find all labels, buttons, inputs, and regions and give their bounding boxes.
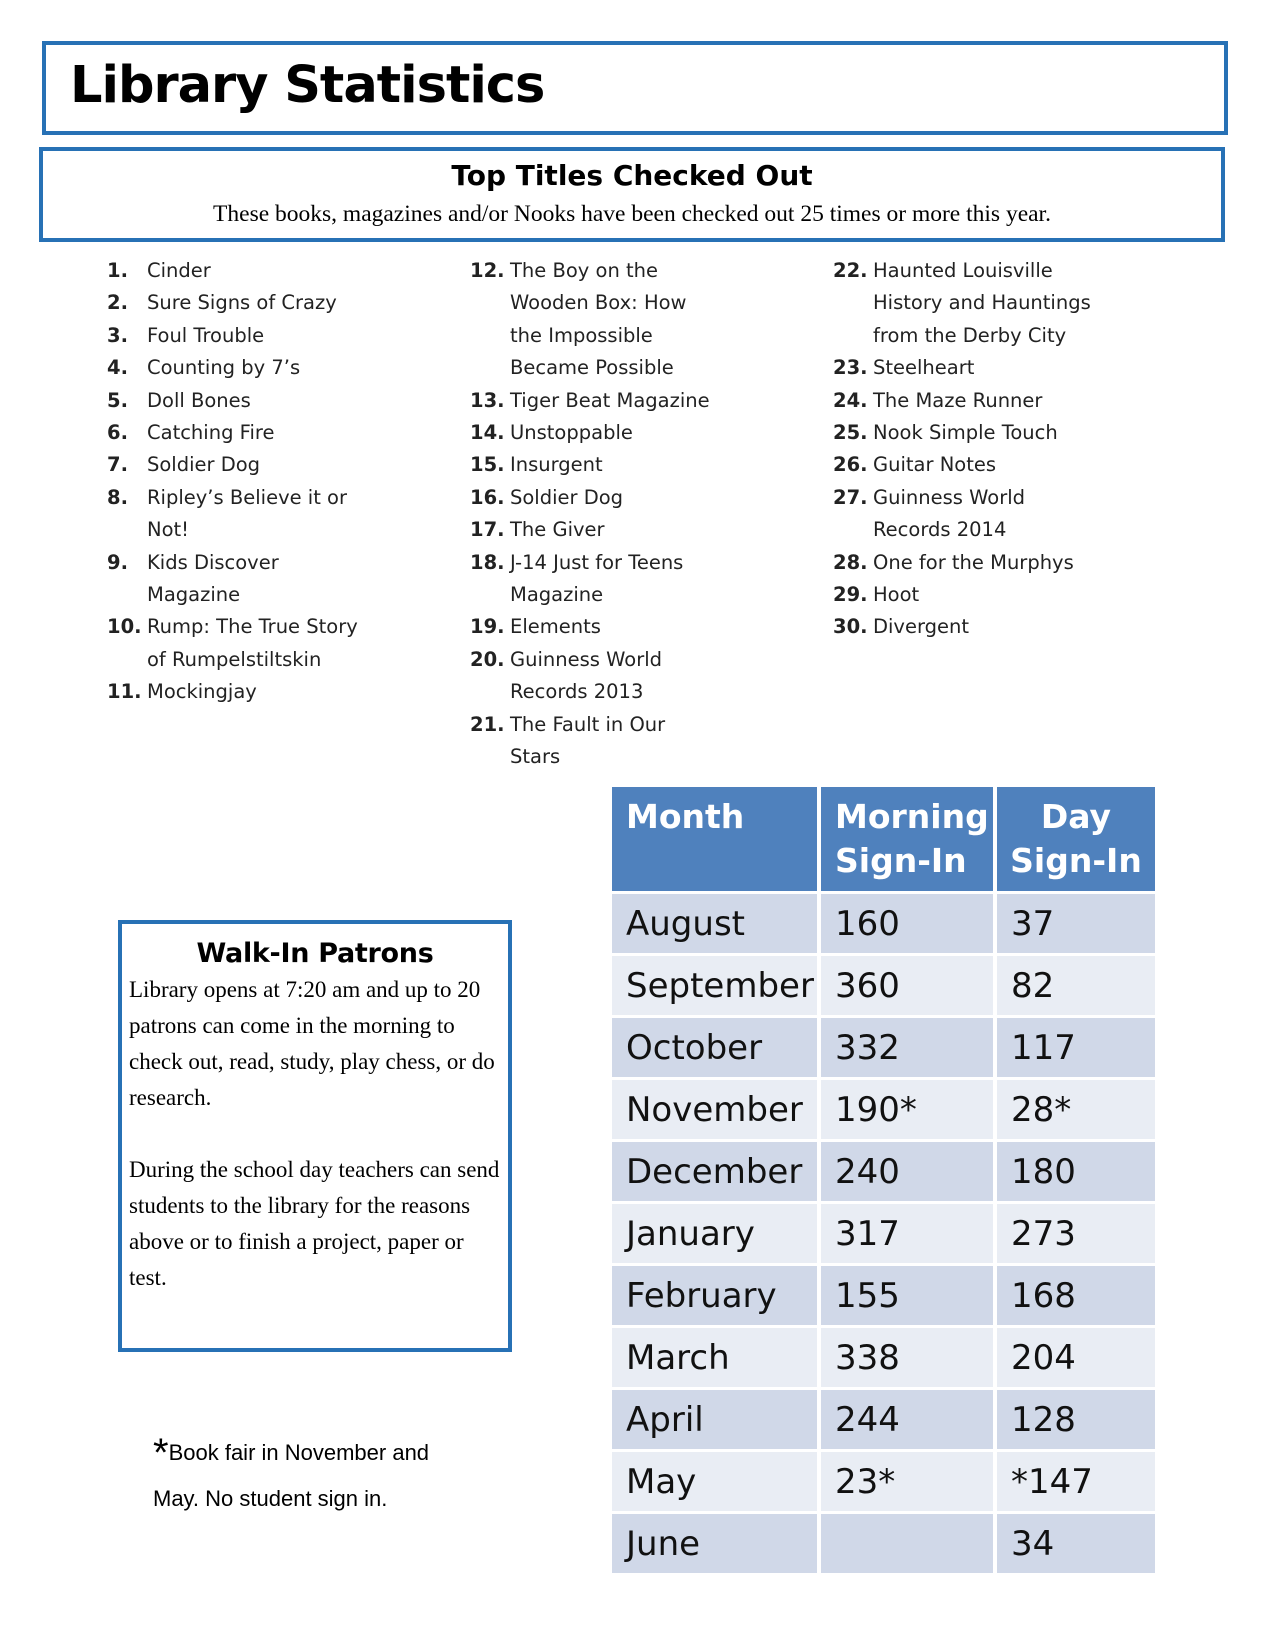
cell-day: *147 xyxy=(993,1449,1155,1511)
book-title: Guinness World Records 2014 xyxy=(873,485,1026,542)
book-list-item xyxy=(107,352,367,384)
table-row xyxy=(612,891,1155,953)
table-row xyxy=(612,1449,1155,1511)
cell-day: 34 xyxy=(993,1511,1155,1573)
table-row xyxy=(612,953,1155,1015)
cell-month: January xyxy=(612,1201,817,1263)
book-list xyxy=(833,255,1098,644)
book-rank: 27. xyxy=(833,485,868,509)
cell-month: June xyxy=(612,1511,817,1573)
book-list xyxy=(107,255,367,709)
book-list-item xyxy=(470,255,710,385)
book-rank: 15. xyxy=(470,453,505,477)
book-list-column-1 xyxy=(107,255,367,709)
table-row xyxy=(612,1325,1155,1387)
book-rank: 6. xyxy=(107,421,128,445)
book-rank: 29. xyxy=(833,583,868,607)
book-list-item xyxy=(470,547,710,612)
book-list-item xyxy=(107,255,367,287)
book-title: Insurgent xyxy=(510,453,603,477)
book-title: Rump: The True Story of Rumpelstiltskin xyxy=(147,615,358,671)
book-title: Ripley’s Believe it or Not! xyxy=(147,485,348,542)
book-list-item xyxy=(107,449,367,481)
book-rank: 25. xyxy=(833,421,868,445)
walk-in-patrons-box xyxy=(118,920,512,1352)
book-rank: 19. xyxy=(470,615,505,639)
top-titles-box xyxy=(39,147,1225,242)
book-list-column-3 xyxy=(833,255,1098,644)
top-titles-heading: Top Titles Checked Out xyxy=(451,159,813,192)
book-list-item xyxy=(107,482,367,547)
book-list-item xyxy=(833,482,1098,547)
book-title: Foul Trouble xyxy=(147,323,265,347)
book-rank: 5. xyxy=(107,388,128,412)
footnote-text-line-2: May. No student sign in. xyxy=(153,1486,388,1511)
book-title: One for the Murphys xyxy=(873,550,1074,574)
book-list-item xyxy=(107,611,367,676)
book-rank: 11. xyxy=(107,680,142,704)
book-list-item xyxy=(833,255,1098,352)
book-list-item xyxy=(833,547,1098,579)
book-title: Divergent xyxy=(873,615,970,639)
footnote-text-line-1: Book fair in November and xyxy=(168,1440,430,1465)
book-rank: 26. xyxy=(833,453,868,477)
book-title: The Fault in Our Stars xyxy=(510,712,666,769)
book-title: Soldier Dog xyxy=(510,485,624,509)
cell-morning xyxy=(817,1511,993,1573)
book-list-item xyxy=(833,449,1098,481)
book-title: Unstoppable xyxy=(510,421,633,445)
book-rank: 1. xyxy=(107,259,128,282)
book-title: Guitar Notes xyxy=(873,453,997,477)
cell-month: May xyxy=(612,1449,817,1511)
top-titles-subtitle: These books, magazines and/or Nooks have been checked out 25 times or more this year. xyxy=(213,201,1051,227)
book-list-item xyxy=(470,709,710,774)
cell-day: 28* xyxy=(993,1077,1155,1139)
book-list-item xyxy=(470,385,710,417)
table-row xyxy=(612,1387,1155,1449)
book-title: Soldier Dog xyxy=(147,453,261,477)
book-list-item xyxy=(833,611,1098,643)
book-list xyxy=(470,255,710,774)
book-rank: 30. xyxy=(833,615,868,639)
book-title: Cinder xyxy=(147,259,211,282)
cell-morning: 360 xyxy=(817,953,993,1015)
cell-morning: 160 xyxy=(817,891,993,953)
book-rank: 16. xyxy=(470,485,505,509)
book-list-column-2 xyxy=(470,255,710,774)
cell-morning: 155 xyxy=(817,1263,993,1325)
book-rank: 3. xyxy=(107,323,128,347)
signin-table xyxy=(612,787,1155,1573)
book-rank: 8. xyxy=(107,485,128,509)
table-row xyxy=(612,1263,1155,1325)
table-row xyxy=(612,1511,1155,1573)
book-title: Kids Discover Magazine xyxy=(147,550,279,607)
book-rank: 22. xyxy=(833,259,868,282)
walk-in-heading: Walk-In Patrons xyxy=(196,938,434,969)
book-rank: 9. xyxy=(107,550,128,574)
book-rank: 20. xyxy=(470,647,505,671)
cell-morning: 23* xyxy=(817,1449,993,1511)
book-rank: 28. xyxy=(833,550,868,574)
book-title: Elements xyxy=(510,615,601,639)
book-rank: 24. xyxy=(833,388,868,412)
table-header-row xyxy=(612,787,1155,891)
footnote-asterisk: * xyxy=(153,1431,169,1475)
book-list-item xyxy=(107,547,367,612)
book-title: Mockingjay xyxy=(147,680,257,704)
walk-in-paragraph-2: During the school day teachers can send students to the library for the reasons above or to finish a project, paper or test. xyxy=(129,1157,500,1290)
book-rank: 17. xyxy=(470,518,505,542)
book-title: Guinness World Records 2013 xyxy=(510,647,663,704)
header-day-line-1: Day xyxy=(1040,797,1112,836)
table-row xyxy=(612,1077,1155,1139)
book-list-item xyxy=(107,417,367,449)
book-list-item xyxy=(470,417,710,449)
book-title: Catching Fire xyxy=(147,421,275,445)
cell-month: December xyxy=(612,1139,817,1201)
cell-morning: 317 xyxy=(817,1201,993,1263)
book-list-item xyxy=(107,676,367,708)
title-box xyxy=(42,41,1228,135)
table-row xyxy=(612,1139,1155,1201)
book-list-item xyxy=(107,320,367,352)
cell-month: February xyxy=(612,1263,817,1325)
cell-month: August xyxy=(612,891,817,953)
cell-morning: 190* xyxy=(817,1077,993,1139)
book-title: Sure Signs of Crazy xyxy=(147,291,337,315)
book-title: Haunted Louisville History and Hauntings from the Derby City xyxy=(873,259,1091,347)
header-morning-line-1: Morning xyxy=(835,797,989,836)
table-row xyxy=(612,1015,1155,1077)
book-rank: 12. xyxy=(470,259,505,282)
book-title: Hoot xyxy=(873,583,920,607)
book-list-item xyxy=(470,611,710,643)
book-title: Steelheart xyxy=(873,356,975,380)
cell-day: 37 xyxy=(993,891,1155,953)
book-title: Counting by 7’s xyxy=(147,356,301,380)
book-title: The Maze Runner xyxy=(873,388,1043,412)
table-row xyxy=(612,1201,1155,1263)
book-list-item xyxy=(470,644,710,709)
book-title: J-14 Just for Teens Magazine xyxy=(510,550,684,607)
cell-morning: 240 xyxy=(817,1139,993,1201)
book-rank: 14. xyxy=(470,421,505,445)
cell-day: 204 xyxy=(993,1325,1155,1387)
book-title: The Giver xyxy=(510,518,605,542)
cell-day: 117 xyxy=(993,1015,1155,1077)
book-rank: 2. xyxy=(107,291,128,315)
walk-in-paragraph-1: Library opens at 7:20 am and up to 20 patrons can come in the morning to check out, read, study, play chess, or do research. xyxy=(129,977,495,1110)
book-title: The Boy on the Wooden Box: How the Impossible Became Possible xyxy=(510,259,687,380)
cell-day: 180 xyxy=(993,1139,1155,1201)
book-title: Doll Bones xyxy=(147,388,251,412)
book-title: Tiger Beat Magazine xyxy=(510,388,710,412)
book-list-item xyxy=(470,514,710,546)
book-rank: 13. xyxy=(470,388,505,412)
book-rank: 7. xyxy=(107,453,128,477)
cell-month: November xyxy=(612,1077,817,1139)
cell-day: 128 xyxy=(993,1387,1155,1449)
book-list-item xyxy=(107,385,367,417)
book-list-item xyxy=(833,385,1098,417)
cell-day: 82 xyxy=(993,953,1155,1015)
book-list-item xyxy=(470,482,710,514)
book-rank: 21. xyxy=(470,712,505,736)
book-list-item xyxy=(833,417,1098,449)
header-day-line-2: Sign-In xyxy=(1010,841,1142,880)
cell-day: 273 xyxy=(993,1201,1155,1263)
header-month-label: Month xyxy=(626,797,745,836)
header-morning-line-2: Sign-In xyxy=(835,841,967,880)
header-morning-signin xyxy=(817,787,993,891)
cell-morning: 332 xyxy=(817,1015,993,1077)
book-list-item xyxy=(833,352,1098,384)
cell-morning: 244 xyxy=(817,1387,993,1449)
book-rank: 18. xyxy=(470,550,505,574)
cell-day: 168 xyxy=(993,1263,1155,1325)
cell-month: April xyxy=(612,1387,817,1449)
cell-month: March xyxy=(612,1325,817,1387)
footnote xyxy=(153,1430,493,1522)
cell-month: October xyxy=(612,1015,817,1077)
book-title: Nook Simple Touch xyxy=(873,421,1058,445)
book-rank: 4. xyxy=(107,356,128,380)
page-title: Library Statistics xyxy=(70,56,545,115)
book-rank: 10. xyxy=(107,615,142,639)
header-day-signin xyxy=(993,787,1155,891)
cell-month: September xyxy=(612,953,817,1015)
book-list-item xyxy=(107,287,367,319)
cell-morning: 338 xyxy=(817,1325,993,1387)
book-list-item xyxy=(470,449,710,481)
header-month xyxy=(612,787,817,891)
signin-table-body xyxy=(612,891,1155,1573)
book-list-item xyxy=(833,579,1098,611)
book-rank: 23. xyxy=(833,356,868,380)
